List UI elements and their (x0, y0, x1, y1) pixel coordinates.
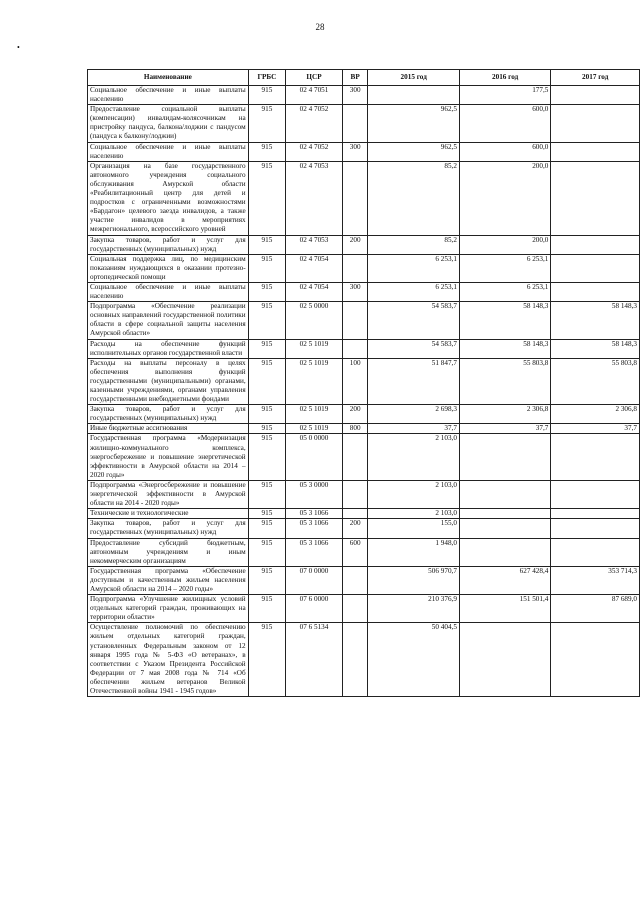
header-name: Наименование (88, 70, 249, 86)
table-row (88, 434, 640, 480)
cell-2016: 58 148,3 (459, 339, 550, 358)
cell-2016: 6 253,1 (459, 282, 550, 301)
cell-2017: 55 803,8 (551, 358, 640, 404)
cell-2015: 155,0 (368, 519, 459, 538)
cell-2015: 2 698,3 (368, 405, 459, 424)
cell-2015: 85,2 (368, 161, 459, 235)
cell-2017 (551, 623, 640, 697)
cell-vr (342, 105, 368, 142)
cell-vr: 200 (342, 405, 368, 424)
cell-2015: 50 404,5 (368, 623, 459, 697)
cell-name: Закупка товаров, работ и услуг для государственных (муниципальных) нужд (88, 519, 249, 538)
cell-2016: 55 803,8 (459, 358, 550, 404)
cell-grbs: 915 (248, 254, 286, 282)
cell-csr: 05 3 1066 (286, 509, 343, 519)
cell-vr (342, 254, 368, 282)
cell-name: Государственная программа «Модернизация жилищно-коммунального комплекса, энергосбережение и повышение энергетической эффективности в Амурской области на 2014 – 2020 годы» (88, 434, 249, 480)
cell-2017: 2 306,8 (551, 405, 640, 424)
cell-2015: 6 253,1 (368, 282, 459, 301)
cell-vr (342, 434, 368, 480)
header-vr: ВР (342, 70, 368, 86)
cell-name: Расходы на выплаты персоналу в целях обеспечения выполнения функций государственными (муниципальными) органами, казенными учреждениями, органами управления государственными внебюджетными фондами (88, 358, 249, 404)
cell-2015 (368, 86, 459, 105)
cell-name: Закупка товаров, работ и услуг для государственных (муниципальных) нужд (88, 235, 249, 254)
cell-2016: 58 148,3 (459, 302, 550, 339)
cell-2017 (551, 254, 640, 282)
cell-grbs: 915 (248, 405, 286, 424)
header-grbs: ГРБС (248, 70, 286, 86)
cell-2017 (551, 86, 640, 105)
table-row (88, 509, 640, 519)
cell-name: Осуществление полномочий по обеспечению жильем отдельных категорий граждан, установленных Федеральным законом от 12 января 1995 года № 5-ФЗ «О ветеранах», в соответствии с Указом Президента Российской Федерации от 7 мая 2008 года № 714 «Об обеспечении жильем ветеранов Великой Отечественной войны 1941 - 1945 годов» (88, 623, 249, 697)
cell-grbs: 915 (248, 161, 286, 235)
cell-csr: 02 5 1019 (286, 424, 343, 434)
cell-vr: 300 (342, 142, 368, 161)
table-row (88, 566, 640, 594)
cell-2015: 37,7 (368, 424, 459, 434)
cell-grbs: 915 (248, 519, 286, 538)
cell-vr: 600 (342, 538, 368, 566)
cell-csr: 07 0 0000 (286, 566, 343, 594)
cell-vr: 100 (342, 358, 368, 404)
cell-2017 (551, 538, 640, 566)
cell-2015: 506 970,7 (368, 566, 459, 594)
cell-2016: 177,5 (459, 86, 550, 105)
table-row (88, 86, 640, 105)
cell-name: Технические и технологические (88, 509, 249, 519)
cell-grbs: 915 (248, 86, 286, 105)
cell-grbs: 915 (248, 509, 286, 519)
cell-grbs: 915 (248, 358, 286, 404)
cell-vr (342, 302, 368, 339)
table-row (88, 480, 640, 508)
cell-2015: 2 103,0 (368, 434, 459, 480)
cell-name: Иные бюджетные ассигнования (88, 424, 249, 434)
header-2017: 2017 год (551, 70, 640, 86)
table-row (88, 405, 640, 424)
cell-csr: 02 5 1019 (286, 339, 343, 358)
cell-name: Социальная поддержка лиц, по медицинским показаниям нуждающихся в оказании протезно-ортопедической помощи (88, 254, 249, 282)
cell-grbs: 915 (248, 424, 286, 434)
table-row (88, 235, 640, 254)
cell-csr: 02 4 7051 (286, 86, 343, 105)
cell-2017 (551, 282, 640, 301)
cell-grbs: 915 (248, 282, 286, 301)
cell-grbs: 915 (248, 105, 286, 142)
cell-2017 (551, 519, 640, 538)
cell-2016 (459, 538, 550, 566)
cell-2017 (551, 480, 640, 508)
cell-csr: 02 5 1019 (286, 405, 343, 424)
cell-2017 (551, 434, 640, 480)
cell-2016: 6 253,1 (459, 254, 550, 282)
cell-name: Организация на базе государственного автономного учреждения социального обслуживания Амурской области «Реабилитационный центр для детей и подростков с ограниченными возможностями «Бардагон» целевого заезда инвалидов, а также участие инвалидов в мероприятиях межрегионального, всероссийского уровней (88, 161, 249, 235)
cell-2015: 2 103,0 (368, 480, 459, 508)
cell-grbs: 915 (248, 235, 286, 254)
cell-2017: 37,7 (551, 424, 640, 434)
cell-grbs: 915 (248, 302, 286, 339)
cell-vr: 200 (342, 519, 368, 538)
cell-vr (342, 339, 368, 358)
cell-csr: 07 6 5134 (286, 623, 343, 697)
cell-csr: 07 6 0000 (286, 595, 343, 623)
cell-2016 (459, 434, 550, 480)
cell-csr: 02 4 7052 (286, 105, 343, 142)
table-row (88, 538, 640, 566)
cell-vr (342, 595, 368, 623)
table-row (88, 282, 640, 301)
cell-2015: 962,5 (368, 105, 459, 142)
table-row (88, 424, 640, 434)
cell-vr (342, 161, 368, 235)
cell-2016: 600,0 (459, 105, 550, 142)
cell-vr (342, 509, 368, 519)
cell-name: Предоставление субсидий бюджетным, автономным учреждениям и иным некоммерческим организациям (88, 538, 249, 566)
cell-csr: 05 3 1066 (286, 538, 343, 566)
cell-2016: 200,0 (459, 161, 550, 235)
cell-vr: 800 (342, 424, 368, 434)
cell-csr: 02 4 7052 (286, 142, 343, 161)
cell-csr: 02 4 7053 (286, 235, 343, 254)
cell-name: Государственная программа «Обеспечение доступным и качественным жильем населения Амурской области на 2014 – 2020 годы» (88, 566, 249, 594)
cell-grbs: 915 (248, 623, 286, 697)
cell-name: Социальное обеспечение и иные выплаты населению (88, 282, 249, 301)
cell-2016: 37,7 (459, 424, 550, 434)
table-row (88, 595, 640, 623)
table-row (88, 519, 640, 538)
cell-2016 (459, 519, 550, 538)
table-row (88, 254, 640, 282)
cell-2015: 51 847,7 (368, 358, 459, 404)
cell-csr: 02 4 7053 (286, 161, 343, 235)
cell-vr: 300 (342, 282, 368, 301)
cell-vr: 200 (342, 235, 368, 254)
budget-table (87, 69, 640, 697)
cell-2017: 58 148,3 (551, 339, 640, 358)
cell-grbs: 915 (248, 595, 286, 623)
cell-csr: 05 0 0000 (286, 434, 343, 480)
cell-name: Подпрограмма «Обеспечение реализации основных направлений государственной политики области в сфере социальной защиты населения Амурской области» (88, 302, 249, 339)
cell-2015: 962,5 (368, 142, 459, 161)
cell-name: Закупка товаров, работ и услуг для государственных (муниципальных) нужд (88, 405, 249, 424)
cell-2017: 353 714,3 (551, 566, 640, 594)
table-row (88, 161, 640, 235)
cell-2015: 85,2 (368, 235, 459, 254)
table-row (88, 142, 640, 161)
cell-2016: 627 428,4 (459, 566, 550, 594)
cell-csr: 05 3 0000 (286, 480, 343, 508)
header-2016: 2016 год (459, 70, 550, 86)
header-2015: 2015 год (368, 70, 459, 86)
cell-name: Социальное обеспечение и иные выплаты населению (88, 142, 249, 161)
cell-2015: 2 103,0 (368, 509, 459, 519)
cell-vr: 300 (342, 86, 368, 105)
cell-grbs: 915 (248, 566, 286, 594)
cell-2016 (459, 623, 550, 697)
table-row (88, 339, 640, 358)
cell-2017 (551, 235, 640, 254)
cell-name: Подпрограмма «Улучшение жилищных условий отдельных категорий граждан, проживающих на территории области» (88, 595, 249, 623)
cell-csr: 02 5 0000 (286, 302, 343, 339)
cell-csr: 02 4 7054 (286, 254, 343, 282)
cell-2015: 54 583,7 (368, 302, 459, 339)
cell-2016: 2 306,8 (459, 405, 550, 424)
cell-vr (342, 480, 368, 508)
cell-2015: 210 376,9 (368, 595, 459, 623)
cell-2017: 87 689,0 (551, 595, 640, 623)
cell-2016 (459, 509, 550, 519)
cell-2016: 200,0 (459, 235, 550, 254)
cell-csr: 05 3 1066 (286, 519, 343, 538)
cell-name: Предоставление социальной выплаты (компенсации) инвалидам-колясочникам на пристройку пандуса, балкона/лоджии с пандусом (пандуса к балкону/лоджии) (88, 105, 249, 142)
header-csr: ЦСР (286, 70, 343, 86)
cell-2016: 600,0 (459, 142, 550, 161)
cell-grbs: 915 (248, 142, 286, 161)
cell-2016 (459, 480, 550, 508)
cell-2015: 1 948,0 (368, 538, 459, 566)
table-row (88, 358, 640, 404)
cell-name: Подпрограмма «Энергосбережение и повышение энергетической эффективности в Амурской области на 2014 - 2020 годы» (88, 480, 249, 508)
cell-2017 (551, 509, 640, 519)
cell-grbs: 915 (248, 434, 286, 480)
cell-2017 (551, 105, 640, 142)
margin-mark: • (17, 43, 20, 52)
table-row (88, 302, 640, 339)
cell-2017 (551, 142, 640, 161)
page-number: 28 (315, 22, 325, 32)
cell-2017: 58 148,3 (551, 302, 640, 339)
cell-2017 (551, 161, 640, 235)
cell-csr: 02 4 7054 (286, 282, 343, 301)
cell-2015: 54 583,7 (368, 339, 459, 358)
cell-name: Социальное обеспечение и иные выплаты населению (88, 86, 249, 105)
cell-grbs: 915 (248, 480, 286, 508)
cell-vr (342, 623, 368, 697)
cell-name: Расходы на обеспечение функций исполнительных органов государственной власти (88, 339, 249, 358)
cell-grbs: 915 (248, 538, 286, 566)
cell-2016: 151 501,4 (459, 595, 550, 623)
table-row (88, 623, 640, 697)
cell-2015: 6 253,1 (368, 254, 459, 282)
cell-grbs: 915 (248, 339, 286, 358)
table-header-row (88, 70, 640, 86)
cell-csr: 02 5 1019 (286, 358, 343, 404)
table-row (88, 105, 640, 142)
cell-vr (342, 566, 368, 594)
